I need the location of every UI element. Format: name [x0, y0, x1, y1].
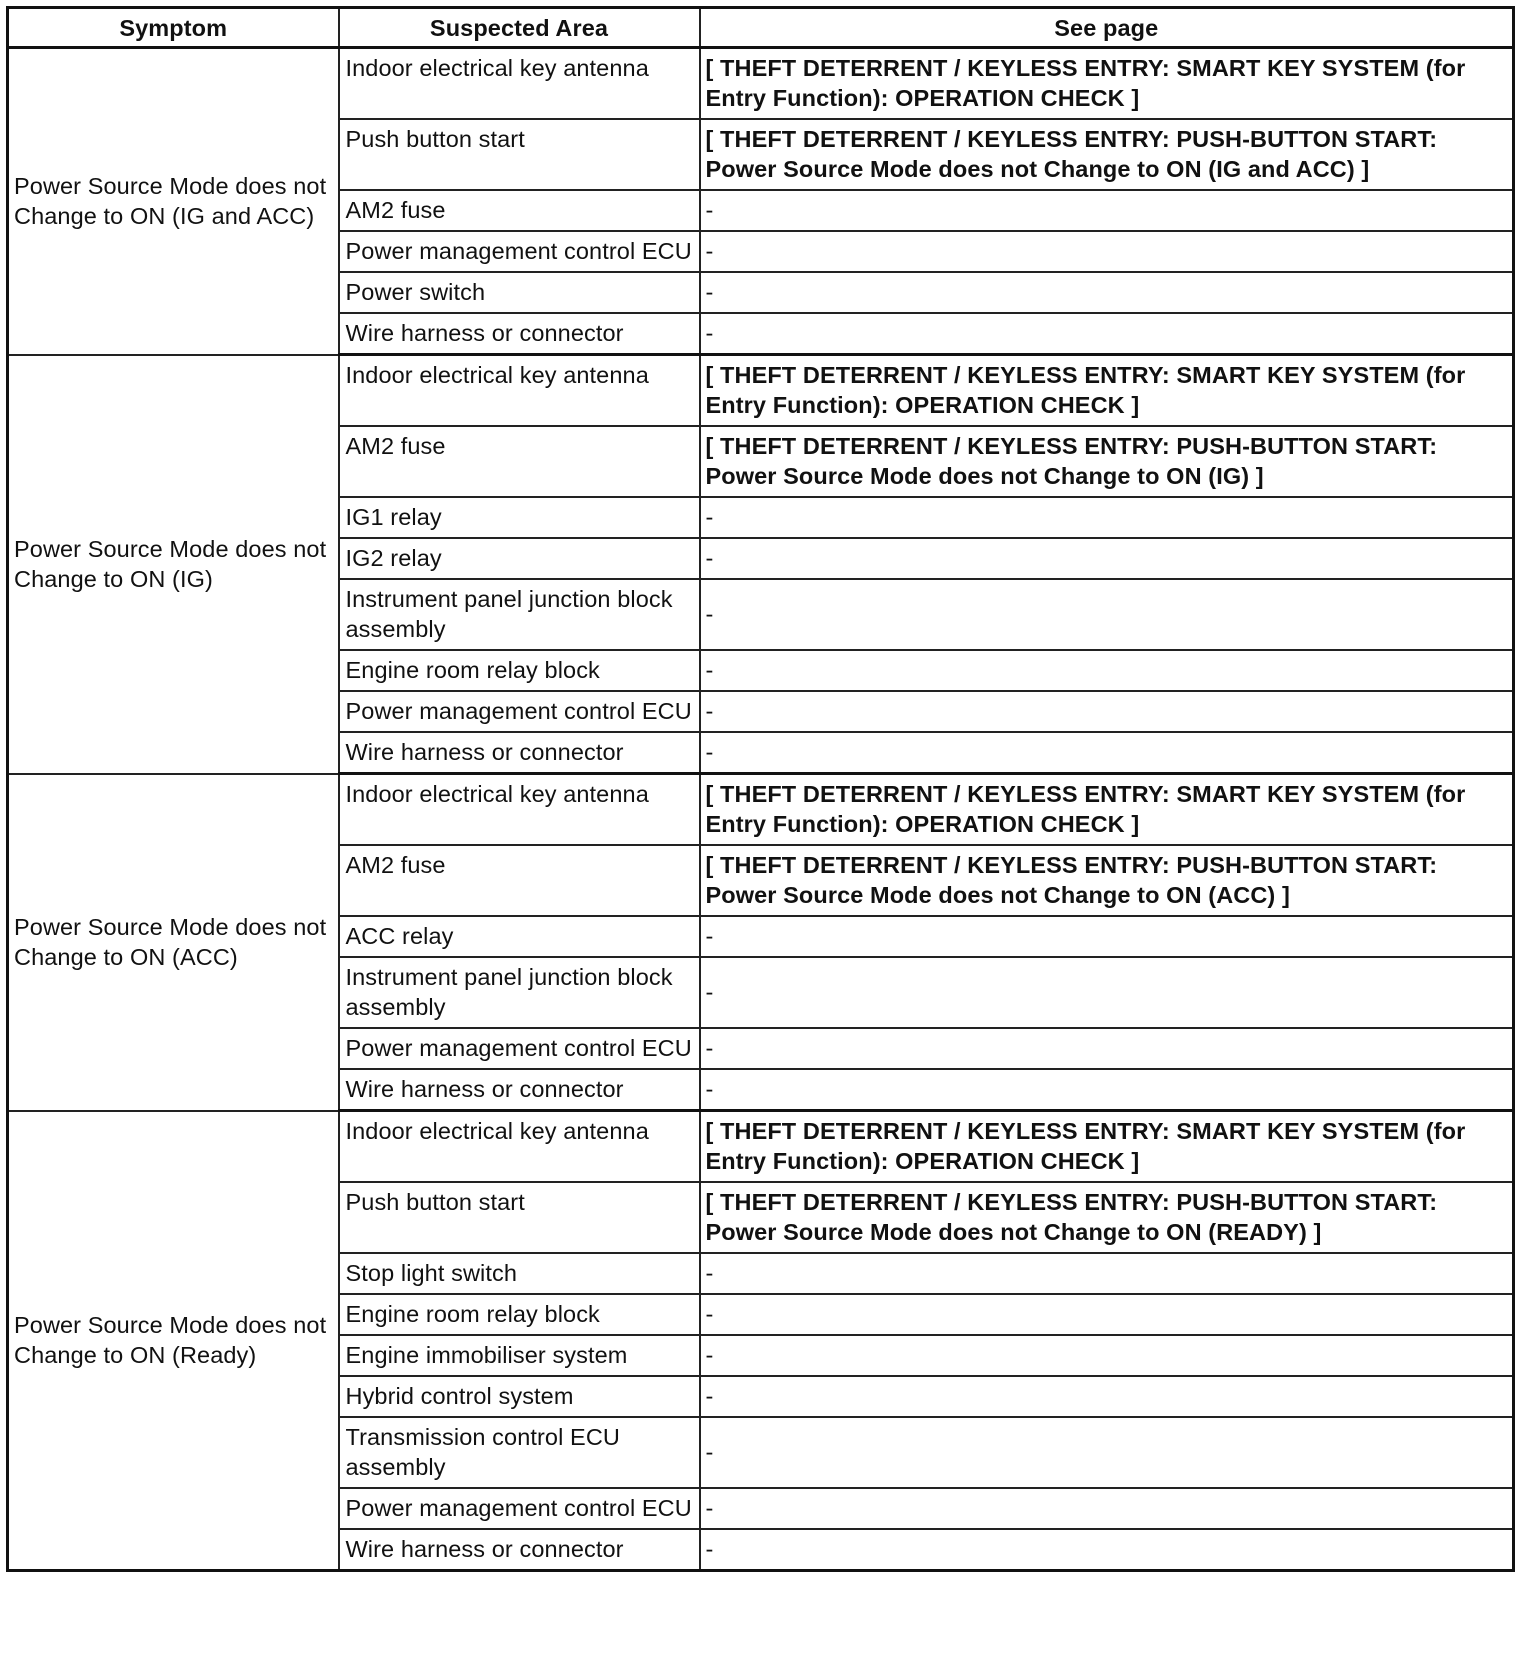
- see-page-cell: -: [700, 497, 1514, 538]
- suspected-area-cell: Instrument panel junction block assembly: [339, 579, 700, 650]
- see-page-link[interactable]: [ THEFT DETERRENT / KEYLESS ENTRY: SMART KEY SYSTEM (for Entry Function): OPERATION CHECK ]: [700, 1111, 1514, 1183]
- troubleshooting-table: [6, 6, 1515, 1572]
- suspected-area-cell: Power management control ECU: [339, 691, 700, 732]
- suspected-area-cell: Wire harness or connector: [339, 732, 700, 774]
- suspected-area-cell: AM2 fuse: [339, 190, 700, 231]
- suspected-area-cell: AM2 fuse: [339, 426, 700, 497]
- see-page-link[interactable]: [ THEFT DETERRENT / KEYLESS ENTRY: SMART KEY SYSTEM (for Entry Function): OPERATION CHECK ]: [700, 774, 1514, 846]
- see-page-cell: -: [700, 231, 1514, 272]
- header-see-page: See page: [700, 8, 1514, 48]
- header-suspected-area: Suspected Area: [339, 8, 700, 48]
- suspected-area-cell: Power switch: [339, 272, 700, 313]
- suspected-area-cell: AM2 fuse: [339, 845, 700, 916]
- suspected-area-cell: IG1 relay: [339, 497, 700, 538]
- suspected-area-cell: Indoor electrical key antenna: [339, 48, 700, 120]
- see-page-cell: -: [700, 1028, 1514, 1069]
- see-page-cell: -: [700, 1529, 1514, 1571]
- table-row: [8, 48, 1514, 120]
- see-page-cell: -: [700, 272, 1514, 313]
- suspected-area-cell: Wire harness or connector: [339, 1069, 700, 1111]
- suspected-area-cell: Engine immobiliser system: [339, 1335, 700, 1376]
- see-page-cell: -: [700, 1488, 1514, 1529]
- symptom-cell: Power Source Mode does not Change to ON (IG): [8, 355, 339, 774]
- see-page-cell: -: [700, 313, 1514, 355]
- symptom-cell: Power Source Mode does not Change to ON (Ready): [8, 1111, 339, 1571]
- see-page-cell: -: [700, 650, 1514, 691]
- suspected-area-cell: Engine room relay block: [339, 650, 700, 691]
- symptom-cell: Power Source Mode does not Change to ON (ACC): [8, 774, 339, 1111]
- table-row: [8, 774, 1514, 846]
- suspected-area-cell: Wire harness or connector: [339, 313, 700, 355]
- header-row: [8, 8, 1514, 48]
- suspected-area-cell: Hybrid control system: [339, 1376, 700, 1417]
- see-page-cell: -: [700, 1069, 1514, 1111]
- see-page-link[interactable]: [ THEFT DETERRENT / KEYLESS ENTRY: PUSH-BUTTON START: Power Source Mode does not Change to ON (IG and ACC) ]: [700, 119, 1514, 190]
- suspected-area-cell: Power management control ECU: [339, 231, 700, 272]
- suspected-area-cell: Indoor electrical key antenna: [339, 355, 700, 427]
- table-header: [8, 8, 1514, 48]
- table-body: [8, 48, 1514, 1571]
- see-page-link[interactable]: [ THEFT DETERRENT / KEYLESS ENTRY: PUSH-BUTTON START: Power Source Mode does not Change to ON (READY) ]: [700, 1182, 1514, 1253]
- suspected-area-cell: IG2 relay: [339, 538, 700, 579]
- table-row: [8, 1111, 1514, 1183]
- suspected-area-cell: Instrument panel junction block assembly: [339, 957, 700, 1028]
- suspected-area-cell: Push button start: [339, 1182, 700, 1253]
- see-page-link[interactable]: [ THEFT DETERRENT / KEYLESS ENTRY: PUSH-BUTTON START: Power Source Mode does not Change to ON (ACC) ]: [700, 845, 1514, 916]
- see-page-cell: -: [700, 1417, 1514, 1488]
- see-page-cell: -: [700, 190, 1514, 231]
- suspected-area-cell: Power management control ECU: [339, 1488, 700, 1529]
- suspected-area-cell: Transmission control ECU assembly: [339, 1417, 700, 1488]
- table-row: [8, 355, 1514, 427]
- suspected-area-cell: Indoor electrical key antenna: [339, 774, 700, 846]
- see-page-cell: -: [700, 732, 1514, 774]
- see-page-cell: -: [700, 691, 1514, 732]
- see-page-cell: -: [700, 1335, 1514, 1376]
- suspected-area-cell: Power management control ECU: [339, 1028, 700, 1069]
- suspected-area-cell: ACC relay: [339, 916, 700, 957]
- suspected-area-cell: Engine room relay block: [339, 1294, 700, 1335]
- suspected-area-cell: Indoor electrical key antenna: [339, 1111, 700, 1183]
- see-page-cell: -: [700, 1253, 1514, 1294]
- see-page-cell: -: [700, 957, 1514, 1028]
- see-page-cell: -: [700, 916, 1514, 957]
- see-page-link[interactable]: [ THEFT DETERRENT / KEYLESS ENTRY: SMART KEY SYSTEM (for Entry Function): OPERATION CHECK ]: [700, 355, 1514, 427]
- see-page-cell: -: [700, 538, 1514, 579]
- see-page-link[interactable]: [ THEFT DETERRENT / KEYLESS ENTRY: SMART KEY SYSTEM (for Entry Function): OPERATION CHECK ]: [700, 48, 1514, 120]
- suspected-area-cell: Stop light switch: [339, 1253, 700, 1294]
- see-page-link[interactable]: [ THEFT DETERRENT / KEYLESS ENTRY: PUSH-BUTTON START: Power Source Mode does not Change to ON (IG) ]: [700, 426, 1514, 497]
- see-page-cell: -: [700, 1376, 1514, 1417]
- header-symptom: Symptom: [8, 8, 339, 48]
- see-page-cell: -: [700, 579, 1514, 650]
- see-page-cell: -: [700, 1294, 1514, 1335]
- symptom-cell: Power Source Mode does not Change to ON (IG and ACC): [8, 48, 339, 355]
- suspected-area-cell: Push button start: [339, 119, 700, 190]
- suspected-area-cell: Wire harness or connector: [339, 1529, 700, 1571]
